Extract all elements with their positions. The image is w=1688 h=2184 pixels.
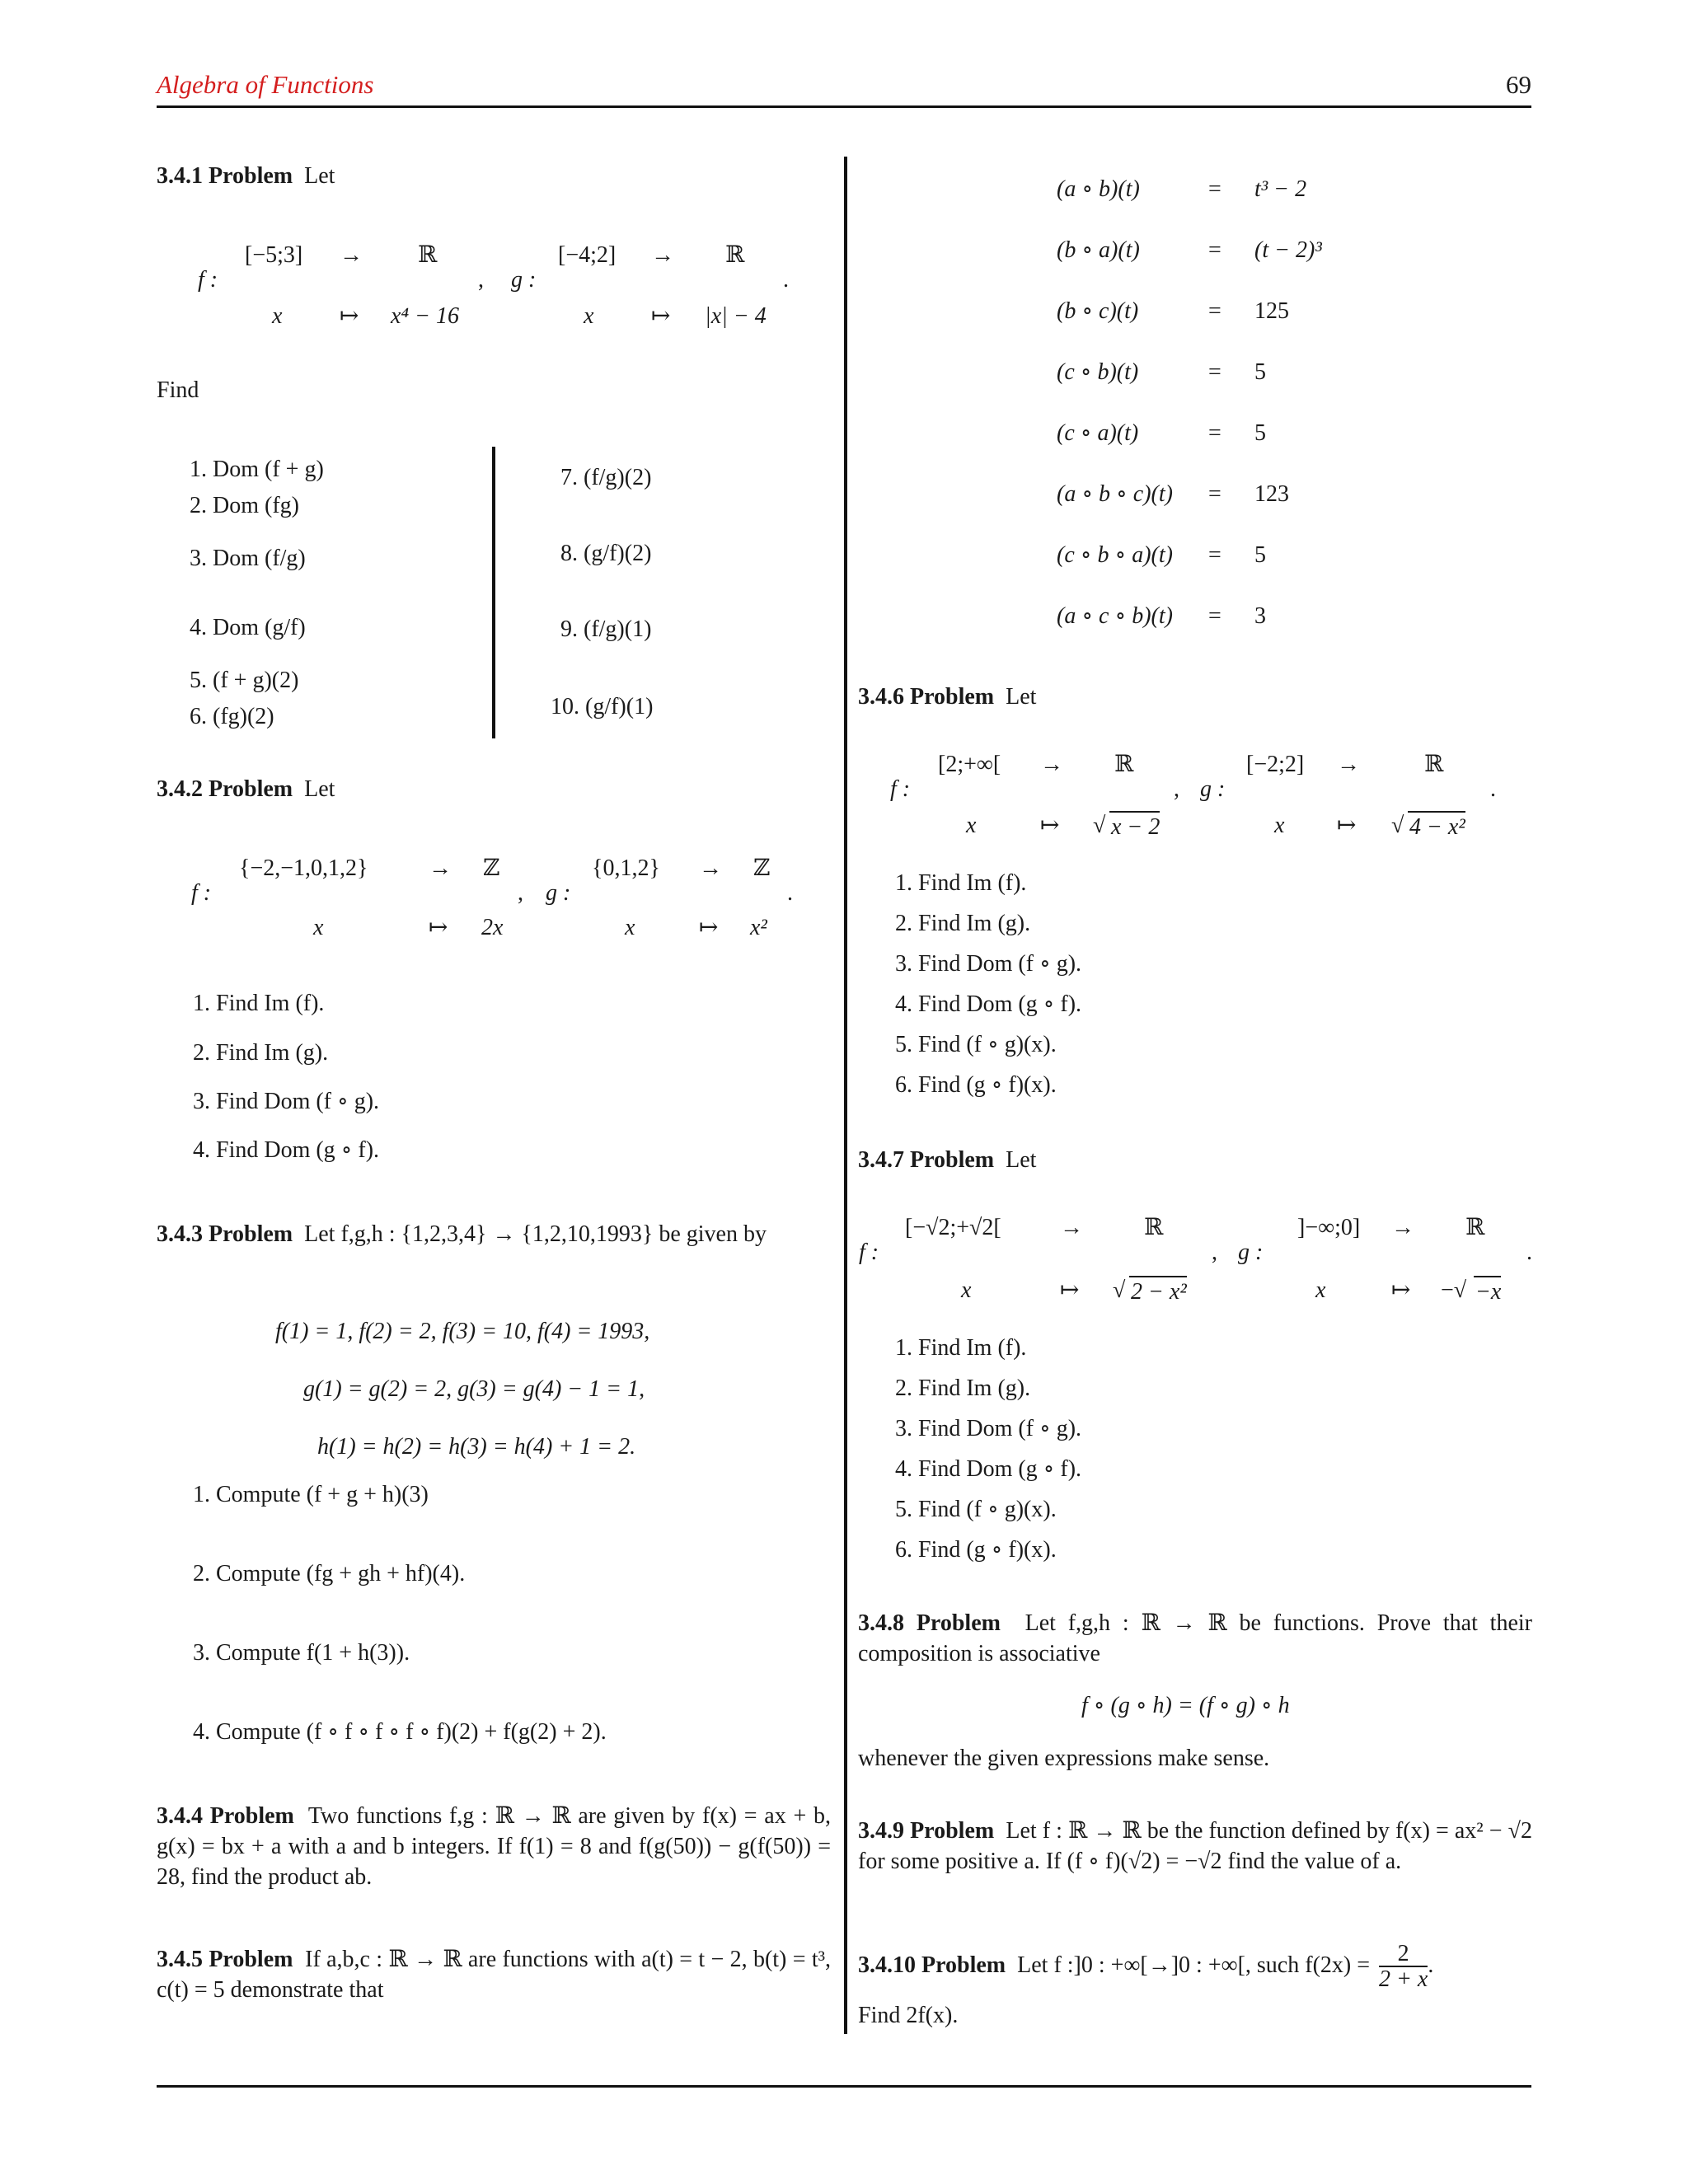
period: . [783, 267, 789, 293]
separator-comma: , [1174, 776, 1179, 802]
f-codomain: ℝ [418, 242, 438, 268]
g-sqrt-sign: √ [1391, 813, 1404, 838]
g-label: g : [511, 267, 537, 293]
problem-text: Let f,g,h : ℝ → ℝ be functions. Prove that their composition is associative [858, 1610, 1532, 1666]
composition-rhs: t³ − 2 [1254, 176, 1307, 202]
period: . [1428, 1952, 1434, 1978]
problem-3-4-2-heading [157, 775, 832, 805]
list-item: 2. Find Im (g). [895, 1376, 1031, 1401]
f-rule: 2 − x² [1129, 1276, 1187, 1308]
problem-intro: Let [304, 776, 335, 802]
list-item: 3. Find Dom (f ∘ g). [895, 951, 1082, 977]
list-item: 6. Find (g ∘ f)(x). [895, 1072, 1057, 1098]
list-item: 10. (g/f)(1) [551, 694, 654, 719]
equation-h-values: h(1) = h(2) = h(3) = h(4) + 1 = 2. [317, 1434, 636, 1460]
composition-lhs: (b ∘ c)(t) [1057, 298, 1139, 324]
composition-rhs: 5 [1254, 420, 1266, 446]
g-rule: |x| − 4 [705, 303, 767, 329]
f-arrow: → [1040, 752, 1063, 777]
list-item: 3. Dom (f/g) [190, 546, 306, 571]
f-domain: {−2,−1,0,1,2} [239, 855, 368, 881]
footer-rule [157, 2085, 1531, 2088]
list-item: 9. (f/g)(1) [560, 616, 652, 642]
composition-lhs: (c ∘ b)(t) [1057, 359, 1139, 385]
list-item: 4. Find Dom (g ∘ f). [895, 991, 1082, 1017]
f-codomain: ℝ [1114, 752, 1134, 777]
list-item: 1. Find Im (f). [895, 870, 1027, 896]
equation-f-values: f(1) = 1, f(2) = 2, f(3) = 10, f(4) = 1993, [275, 1319, 650, 1344]
g-domain: [−2;2] [1246, 752, 1305, 777]
g-label: g : [1200, 776, 1226, 802]
chapter-title: Algebra of Functions [157, 70, 374, 100]
equals-sign: = [1208, 420, 1221, 446]
equals-sign: = [1208, 481, 1221, 507]
g-variable: x [1274, 813, 1285, 838]
g-rule: −x [1474, 1276, 1501, 1308]
problem-text: Two functions f,g : ℝ → ℝ are given by f(x) = ax + b, g(x) = bx + a with a and b integers. If f(1) = 8 and f(g(50)) − g(f(50)) = 28, find the product ab. [157, 1803, 831, 1890]
f-codomain: ℝ [1144, 1215, 1164, 1240]
list-item: 3. Find Dom (f ∘ g). [895, 1416, 1082, 1441]
problem-text: Let f :]0 : +∞[→]0 : +∞[, such f(2x) = [1017, 1952, 1371, 1978]
problem-title: 3.4.7 Problem [858, 1147, 995, 1173]
f-rule: x − 2 [1109, 811, 1160, 843]
g-mapsto: ↦ [651, 303, 671, 329]
period: . [787, 880, 793, 906]
f-variable: x [961, 1277, 972, 1303]
g-rule: x² [750, 915, 767, 940]
problem-3-4-5-statement [157, 1945, 831, 2006]
problem-3-4-8-statement [858, 1609, 1532, 1670]
f-rule: x⁴ − 16 [391, 303, 460, 329]
f-variable: x [966, 813, 977, 838]
composition-rhs: 125 [1254, 298, 1289, 324]
separator-comma: , [1212, 1240, 1217, 1265]
equals-sign: = [1208, 542, 1221, 568]
f-arrow: → [340, 242, 363, 268]
list-item: 4. Find Dom (g ∘ f). [895, 1456, 1082, 1482]
composition-lhs: (a ∘ b ∘ c)(t) [1057, 481, 1173, 507]
list-item: 5. Find (f ∘ g)(x). [895, 1497, 1057, 1522]
composition-lhs: (c ∘ a)(t) [1057, 420, 1139, 446]
problem-text: If a,b,c : ℝ → ℝ are functions with a(t) = t − 2, b(t) = t³, c(t) = 5 demonstrate that [157, 1947, 832, 2003]
problem-text: Let f : ℝ → ℝ be the function defined by f(x) = ax² − √2 for some positive a. If (f ∘ f)(√2) = −√2 find the value of a. [858, 1818, 1532, 1874]
problem-text: Let f,g,h : {1,2,3,4} → {1,2,10,1993} be given by [304, 1221, 767, 1247]
g-label: g : [1238, 1240, 1264, 1265]
g-variable: x [584, 303, 594, 329]
problem-title: 3.4.10 Problem [858, 1952, 1006, 1978]
equals-sign: = [1208, 298, 1221, 324]
f-arrow: → [429, 855, 452, 881]
equals-sign: = [1208, 176, 1221, 202]
composition-lhs: (b ∘ a)(t) [1057, 237, 1140, 263]
f-label: f : [191, 880, 212, 906]
problem-3-4-7-heading [858, 1146, 1534, 1176]
f-rule: 2x [481, 915, 504, 940]
list-item: 3. Find Dom (f ∘ g). [193, 1089, 380, 1114]
list-item: 2. Find Im (g). [193, 1040, 329, 1066]
problem-3-4-1-heading [157, 162, 832, 192]
f-sqrt-sign: √ [1093, 813, 1106, 838]
list-item: 5. (f + g)(2) [190, 668, 299, 693]
problem-title: 3.4.4 Problem [157, 1803, 294, 1829]
g-domain: [−4;2] [558, 242, 617, 268]
problem-3-4-6-heading [858, 682, 1534, 713]
list-item: 2. Find Im (g). [895, 911, 1031, 936]
g-arrow: → [1391, 1215, 1414, 1240]
f-domain: [−5;3] [245, 242, 303, 268]
associativity-equation: f ∘ (g ∘ h) = (f ∘ g) ∘ h [1081, 1693, 1290, 1718]
problem-3-4-8-closing: whenever the given expressions make sense. [858, 1746, 1270, 1771]
f-mapsto: ↦ [1060, 1277, 1080, 1303]
g-domain: ]−∞;0] [1297, 1215, 1361, 1240]
g-minus-sqrt: −√ [1441, 1277, 1467, 1303]
fraction-denominator: 2 + x [1379, 1966, 1428, 1993]
f-variable: x [272, 303, 283, 329]
problem-title: 3.4.1 Problem [157, 163, 293, 189]
g-domain: {0,1,2} [592, 855, 660, 881]
g-variable: x [625, 915, 635, 940]
problem-3-4-4-statement [157, 1802, 831, 1893]
page-number: 69 [1506, 70, 1531, 100]
fraction-numerator: 2 [1379, 1942, 1428, 1967]
f-domain: [2;+∞[ [938, 752, 1001, 777]
g-mapsto: ↦ [1391, 1277, 1411, 1303]
separator-comma: , [518, 880, 523, 906]
g-variable: x [1315, 1277, 1326, 1303]
list-item: 4. Dom (g/f) [190, 615, 306, 640]
list-item: 2. Dom (fg) [190, 493, 299, 518]
f-label: f : [890, 776, 911, 802]
problem-title: 3.4.2 Problem [157, 776, 293, 802]
problem-3-4-3-statement [157, 1220, 831, 1250]
g-mapsto: ↦ [699, 915, 719, 940]
problem-intro: Let [1006, 684, 1037, 710]
composition-rhs: 5 [1254, 542, 1266, 568]
problem-title: 3.4.3 Problem [157, 1221, 293, 1247]
f-mapsto: ↦ [429, 915, 448, 940]
period: . [1526, 1240, 1532, 1265]
list-item: 2. Compute (fg + gh + hf)(4). [193, 1561, 466, 1586]
problem-title: 3.4.6 Problem [858, 684, 995, 710]
equals-sign: = [1208, 237, 1221, 263]
list-item: 1. Find Im (f). [895, 1335, 1027, 1361]
problem-3-4-10-question: Find 2f(x). [858, 2003, 959, 2028]
equals-sign: = [1208, 603, 1221, 629]
f-codomain: ℤ [483, 855, 500, 881]
problem-intro: Let [304, 163, 335, 189]
separator-comma: , [478, 267, 484, 293]
problem-3-4-9-statement [858, 1816, 1532, 1877]
equation-g-values: g(1) = g(2) = 2, g(3) = g(4) − 1 = 1, [303, 1376, 645, 1402]
list-item: 1. Dom (f + g) [190, 457, 324, 482]
g-rule: 4 − x² [1408, 811, 1465, 843]
f-sqrt-sign: √ [1113, 1277, 1126, 1303]
g-arrow: → [1337, 752, 1360, 777]
g-arrow: → [699, 855, 722, 881]
g-arrow: → [651, 242, 674, 268]
problem-intro: Let [1006, 1147, 1037, 1173]
list-item: 4. Compute (f ∘ f ∘ f ∘ f ∘ f)(2) + f(g(2) + 2). [193, 1719, 607, 1745]
problem-title: 3.4.9 Problem [858, 1818, 995, 1844]
composition-rhs: 3 [1254, 603, 1266, 629]
list-item: 4. Find Dom (g ∘ f). [193, 1137, 380, 1163]
list-item: 1. Compute (f + g + h)(3) [193, 1482, 429, 1507]
g-mapsto: ↦ [1337, 813, 1357, 838]
fraction [1379, 1942, 1428, 1992]
list-item: 6. (fg)(2) [190, 704, 274, 729]
composition-lhs: (a ∘ b)(t) [1057, 176, 1140, 202]
find-label: Find [157, 377, 199, 403]
problem-title: 3.4.8 Problem [858, 1610, 1001, 1636]
composition-lhs: (a ∘ c ∘ b)(t) [1057, 603, 1173, 629]
composition-rhs: 5 [1254, 359, 1266, 385]
problem-title: 3.4.5 Problem [157, 1947, 293, 1972]
composition-rhs: 123 [1254, 481, 1289, 507]
f-arrow: → [1060, 1215, 1083, 1240]
list-item: 6. Find (g ∘ f)(x). [895, 1537, 1057, 1563]
period: . [1490, 776, 1496, 802]
column-divider [844, 157, 847, 2034]
g-codomain: ℤ [753, 855, 771, 881]
list-item: 8. (g/f)(2) [560, 541, 652, 566]
running-header [157, 69, 1531, 108]
f-mapsto: ↦ [340, 303, 359, 329]
f-label: f : [859, 1240, 879, 1265]
problem-3-4-10-statement [858, 1942, 1534, 1992]
list-item: 1. Find Im (f). [193, 991, 325, 1016]
f-mapsto: ↦ [1040, 813, 1060, 838]
composition-rhs: (t − 2)³ [1254, 237, 1322, 263]
f-domain: [−√2;+√2[ [905, 1215, 1001, 1240]
g-codomain: ℝ [725, 242, 745, 268]
list-divider [492, 447, 495, 738]
list-item: 3. Compute f(1 + h(3)). [193, 1640, 410, 1666]
composition-lhs: (c ∘ b ∘ a)(t) [1057, 542, 1173, 568]
list-item: 5. Find (f ∘ g)(x). [895, 1032, 1057, 1057]
f-variable: x [313, 915, 324, 940]
g-codomain: ℝ [1424, 752, 1444, 777]
g-codomain: ℝ [1465, 1215, 1485, 1240]
list-item: 7. (f/g)(2) [560, 465, 652, 490]
f-label: f : [198, 267, 218, 293]
equals-sign: = [1208, 359, 1221, 385]
g-label: g : [546, 880, 571, 906]
